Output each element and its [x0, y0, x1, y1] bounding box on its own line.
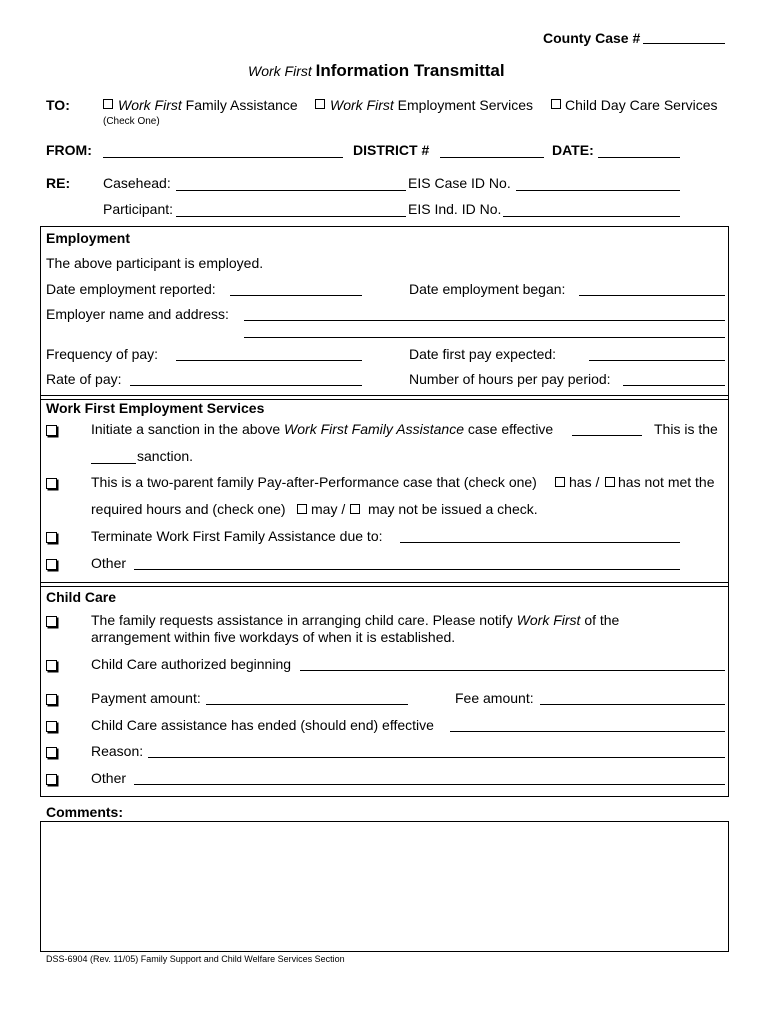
sanction-checkbox[interactable]: [46, 425, 57, 436]
terminate-text: Terminate Work First Family Assistance due to:: [91, 528, 383, 544]
opt2-rest: Employment Services: [397, 97, 534, 113]
has-text: has /: [569, 474, 600, 490]
notify-text: [91, 612, 619, 628]
comments-box[interactable]: [40, 821, 729, 952]
sanction-end-text: sanction.: [137, 448, 194, 464]
date-began-label: Date employment began:: [409, 281, 566, 297]
authorized-checkbox[interactable]: [46, 660, 57, 671]
may-not-text: may not be issued a check.: [368, 501, 538, 517]
opt1-italic: Work First: [118, 97, 182, 113]
date-reported-field[interactable]: [230, 295, 362, 296]
wfes-other-checkbox[interactable]: [46, 559, 57, 570]
reason-checkbox[interactable]: [46, 747, 57, 758]
district-field[interactable]: [440, 157, 544, 158]
hours-field[interactable]: [623, 385, 725, 386]
may-not-checkbox[interactable]: [350, 504, 360, 514]
to-family-assistance-label: [118, 97, 298, 113]
fee-field[interactable]: [540, 704, 725, 705]
fee-text: Fee amount:: [455, 690, 534, 706]
to-employment-services-label: [330, 97, 533, 113]
check-one-note: (Check One): [103, 116, 160, 127]
reason-field[interactable]: [148, 757, 725, 758]
title-main: Information Transmittal: [315, 61, 505, 80]
date-began-field[interactable]: [579, 295, 725, 296]
eis-case-field[interactable]: [516, 190, 680, 191]
to-family-assistance-checkbox[interactable]: [103, 99, 113, 109]
cc-other-text: Other: [91, 770, 127, 786]
eis-ind-field[interactable]: [503, 216, 680, 217]
divider-4: [40, 586, 729, 587]
date-field[interactable]: [598, 157, 680, 158]
county-case-label: County Case #: [543, 30, 641, 46]
from-field[interactable]: [103, 157, 343, 158]
sanction-italic: Work First Family Assistance: [284, 421, 464, 437]
this-is-the-text: This is the: [654, 421, 718, 437]
employer-field-2[interactable]: [244, 337, 725, 338]
re-label: RE:: [46, 175, 71, 191]
notify-a: The family requests assistance in arranging child care. Please notify: [91, 612, 513, 628]
opt1-rest: Family Assistance: [185, 97, 298, 113]
frequency-field[interactable]: [176, 360, 362, 361]
divider-1: [40, 395, 729, 396]
to-label: TO:: [46, 97, 70, 113]
sanction-date-field[interactable]: [572, 435, 642, 436]
comments-label: Comments:: [46, 804, 124, 820]
sanction-a: Initiate a sanction in the above: [91, 421, 281, 437]
required-hours-text: required hours and (check one): [91, 501, 286, 517]
participant-label: Participant:: [103, 201, 174, 217]
notify-checkbox[interactable]: [46, 616, 57, 627]
form-id-footer: DSS-6904 (Rev. 11/05) Family Support and Child Welfare Services Section: [46, 954, 345, 964]
ended-field[interactable]: [450, 731, 725, 732]
wfes-other-text: Other: [91, 555, 127, 571]
authorized-field[interactable]: [300, 670, 725, 671]
rate-field[interactable]: [130, 385, 362, 386]
notify-b: of the: [584, 612, 620, 628]
may-checkbox[interactable]: [297, 504, 307, 514]
to-employment-services-checkbox[interactable]: [315, 99, 325, 109]
has-not-text: has not met the: [618, 474, 715, 490]
terminate-checkbox[interactable]: [46, 532, 57, 543]
payment-checkbox[interactable]: [46, 694, 57, 705]
payment-text: Payment amount:: [91, 690, 201, 706]
district-label: DISTRICT #: [353, 142, 430, 158]
employer-label: Employer name and address:: [46, 306, 229, 322]
notify-line2: arrangement within five workdays of when it is established.: [91, 629, 456, 645]
date-label: DATE:: [552, 142, 594, 158]
to-child-day-care-label: Child Day Care Services: [565, 97, 718, 113]
has-checkbox[interactable]: [555, 477, 565, 487]
casehead-label: Casehead:: [103, 175, 171, 191]
sanction-b: case effective: [467, 421, 554, 437]
terminate-field[interactable]: [400, 542, 680, 543]
ended-checkbox[interactable]: [46, 721, 57, 732]
form-title: [248, 61, 505, 81]
eis-ind-label: EIS Ind. ID No.: [408, 201, 502, 217]
from-label: FROM:: [46, 142, 92, 158]
two-parent-checkbox[interactable]: [46, 478, 57, 489]
sanction-number-field[interactable]: [91, 463, 136, 464]
divider-3: [40, 582, 729, 583]
opt2-italic: Work First: [330, 97, 394, 113]
first-pay-field[interactable]: [589, 360, 725, 361]
cc-other-checkbox[interactable]: [46, 774, 57, 785]
wfes-other-field[interactable]: [134, 569, 680, 570]
wfes-heading: Work First Employment Services: [46, 400, 265, 416]
notify-italic: Work First: [516, 612, 581, 628]
may-text: may /: [311, 501, 346, 517]
sanction-text: [91, 421, 553, 437]
two-parent-text: This is a two-parent family Pay-after-Performance case that (check one): [91, 474, 537, 490]
has-not-checkbox[interactable]: [605, 477, 615, 487]
casehead-field[interactable]: [176, 190, 406, 191]
frequency-label: Frequency of pay:: [46, 346, 159, 362]
hours-label: Number of hours per pay period:: [409, 371, 611, 387]
eis-case-label: EIS Case ID No.: [408, 175, 511, 191]
first-pay-label: Date first pay expected:: [409, 346, 557, 362]
ended-text: Child Care assistance has ended (should end) effective: [91, 717, 434, 733]
title-italic: Work First: [248, 63, 312, 79]
cc-other-field[interactable]: [134, 784, 725, 785]
child-care-heading: Child Care: [46, 589, 117, 605]
participant-field[interactable]: [176, 216, 406, 217]
employer-field-1[interactable]: [244, 320, 725, 321]
to-child-day-care-checkbox[interactable]: [551, 99, 561, 109]
employed-text: The above participant is employed.: [46, 255, 264, 271]
payment-field[interactable]: [206, 704, 408, 705]
employment-heading: Employment: [46, 230, 131, 246]
county-case-field[interactable]: [643, 43, 725, 44]
date-reported-label: Date employment reported:: [46, 281, 216, 297]
rate-label: Rate of pay:: [46, 371, 122, 387]
reason-text: Reason:: [91, 743, 144, 759]
authorized-text: Child Care authorized beginning: [91, 656, 292, 672]
